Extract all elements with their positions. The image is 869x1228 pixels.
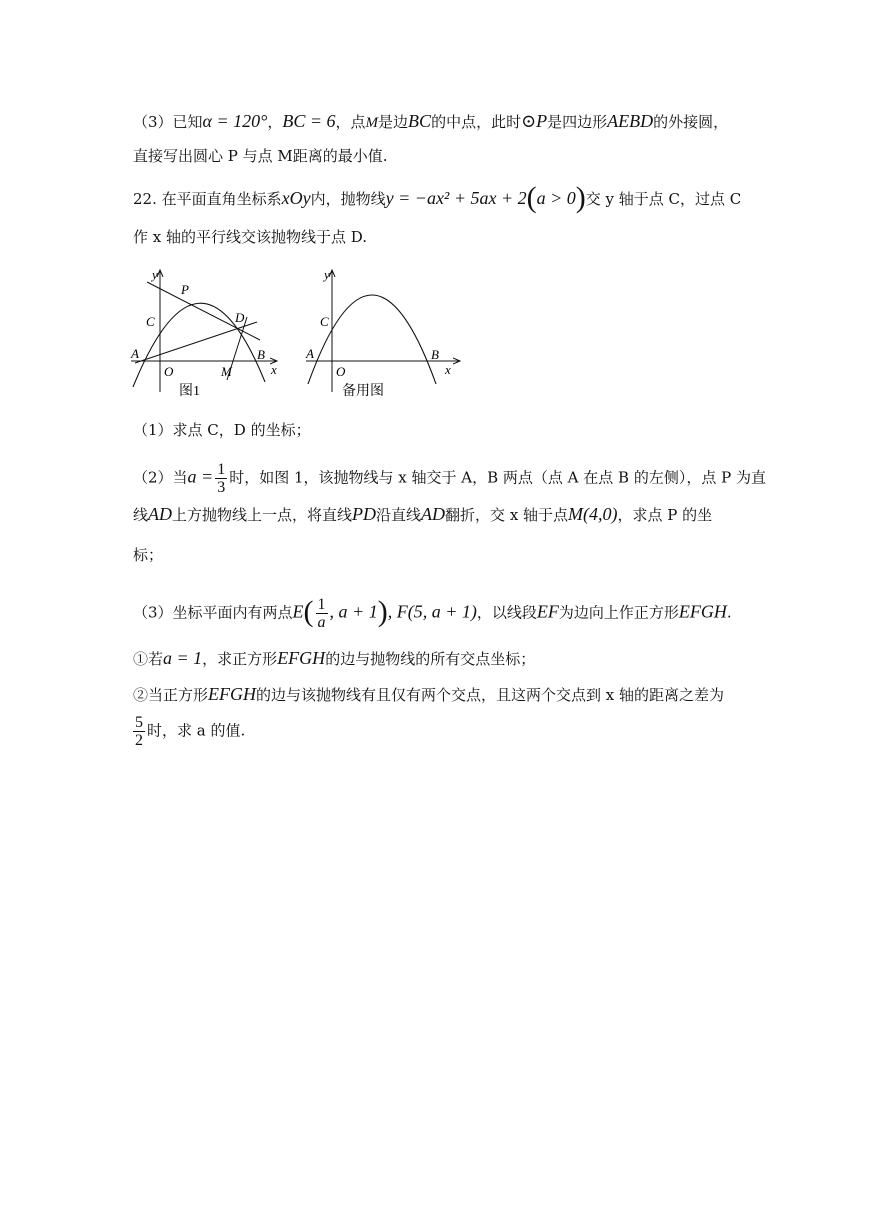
parabola bbox=[308, 295, 436, 384]
text: ，求正方形 bbox=[202, 650, 278, 668]
point-f: , F(5, a + 1) bbox=[387, 601, 477, 622]
text: ，点 bbox=[335, 113, 366, 131]
segment-bc: BC bbox=[408, 111, 432, 131]
q22-line2: 作 x 轴的平行线交该抛物线于点 D. bbox=[133, 228, 368, 246]
part2-line1 bbox=[133, 461, 766, 496]
q21-part3-line2: 直接写出圆心 P 与点 M距离的最小值. bbox=[133, 147, 388, 165]
parabola-equation: y = −ax² + 5ax + 2 bbox=[385, 188, 527, 208]
text: 交 y 轴于点 C，过点 C bbox=[585, 190, 742, 208]
text: 的边与该抛物线有且仅有两个交点，且这两个交点到 x 轴的距离之差为 bbox=[256, 686, 725, 704]
label-a: A bbox=[306, 346, 314, 361]
square-efgh: EFGH bbox=[208, 684, 257, 704]
label-b: B bbox=[431, 347, 439, 362]
fraction-one-over-a: $\frac{1}{a}$ bbox=[317, 596, 326, 631]
label-m: M bbox=[221, 364, 232, 379]
sub1-line bbox=[133, 648, 535, 669]
sub2-line1 bbox=[133, 684, 724, 705]
q22-line1: 22. 在平面直角坐标系xOy内，抛物线y = −ax² + 5ax + 2(a > 0)交 y 轴于点 C，过点 C bbox=[133, 181, 742, 214]
label-c: C bbox=[146, 314, 155, 329]
line-ad-label: AD bbox=[148, 504, 173, 524]
text: 上方抛物线上一点，将直线 bbox=[172, 506, 353, 524]
text: . bbox=[726, 603, 732, 622]
point-m-coord: M(4,0) bbox=[568, 504, 618, 524]
segment-ef: EF bbox=[536, 601, 559, 622]
text: 的边与抛物线的所有交点坐标； bbox=[325, 650, 536, 668]
text: 内，抛物线 bbox=[310, 190, 386, 208]
fig1-caption: 图1 bbox=[179, 384, 200, 399]
label-b: B bbox=[257, 347, 265, 362]
label-y: y bbox=[152, 267, 158, 282]
text: 时，如图 1，该抛物线与 x 轴交于 A，B 两点（点 A 在点 B 的左侧），点 P 为直 bbox=[229, 468, 766, 487]
label-x: x bbox=[271, 362, 277, 377]
a-equals-one: a = 1 bbox=[163, 648, 203, 668]
fraction-one-third: $\frac{1}{3}$ bbox=[217, 461, 226, 496]
text: 沿直线 bbox=[376, 506, 422, 524]
point-e: E bbox=[292, 601, 304, 622]
square-efgh: EFGH bbox=[678, 601, 727, 622]
part2-line3: 标； bbox=[133, 546, 164, 564]
q21-part3-lead: （3）已知 bbox=[133, 113, 203, 131]
label-a: A bbox=[131, 346, 139, 361]
circle-p: ⊙P bbox=[521, 111, 548, 131]
point-m: M bbox=[365, 115, 379, 131]
figure-2 bbox=[300, 262, 470, 402]
text: ①若 bbox=[133, 650, 164, 668]
text: 在平面直角坐标系 bbox=[161, 190, 282, 208]
text: ②当正方形 bbox=[133, 686, 209, 704]
quad-aebd: AEBD bbox=[607, 111, 654, 131]
text: 为边向上作正方形 bbox=[558, 603, 679, 622]
question-number: 22. bbox=[133, 190, 157, 208]
label-o: O bbox=[164, 364, 174, 379]
part1: （1）求点 C，D 的坐标； bbox=[133, 421, 311, 439]
text: （2）当 bbox=[133, 468, 188, 487]
label-x: x bbox=[445, 362, 451, 377]
text: （3）坐标平面内有两点 bbox=[133, 603, 293, 622]
text: ，以线段 bbox=[476, 603, 537, 622]
text: 翻折，交 x 轴于点 bbox=[445, 506, 569, 524]
part3-line1: （3）坐标平面内有两点E( $\frac{1}{a}$ , a + 1), F(5, a + 1)，以线段EF为边向上作正方形EFGH. bbox=[133, 594, 732, 631]
a-condition: a > 0 bbox=[536, 188, 576, 208]
square-efgh: EFGH bbox=[277, 648, 326, 668]
bc-condition: BC = 6 bbox=[282, 111, 336, 131]
angle-condition: α = 120° bbox=[202, 111, 268, 131]
separator: ， bbox=[267, 113, 283, 131]
text: ，求点 P 的坐 bbox=[617, 506, 713, 524]
text: 是四边形 bbox=[547, 113, 608, 131]
figure-1 bbox=[125, 262, 285, 402]
line-pd-label: PD bbox=[352, 504, 377, 524]
a-equals: a = bbox=[187, 466, 214, 487]
text: 时，求 a 的值. bbox=[147, 721, 246, 740]
q21-part3-line1 bbox=[133, 111, 728, 133]
label-p: P bbox=[181, 282, 189, 297]
line-ad-label: AD bbox=[421, 504, 446, 524]
text: 的中点，此时 bbox=[431, 113, 522, 131]
label-d: D bbox=[235, 310, 245, 325]
text: 线 bbox=[133, 506, 149, 524]
text: 的外接圆， bbox=[653, 113, 729, 131]
part2-line2 bbox=[133, 504, 712, 525]
label-o: O bbox=[336, 364, 346, 379]
label-c: C bbox=[320, 314, 329, 329]
fraction-five-halves: $\frac{5}{2}$ bbox=[135, 714, 143, 749]
sub2-line2 bbox=[133, 714, 245, 749]
fig2-caption: 备用图 bbox=[342, 384, 384, 399]
text: 是边 bbox=[378, 113, 409, 131]
xoy: xOy bbox=[281, 188, 311, 208]
e-coord-rest: , a + 1 bbox=[329, 601, 378, 622]
label-y: y bbox=[324, 267, 330, 282]
